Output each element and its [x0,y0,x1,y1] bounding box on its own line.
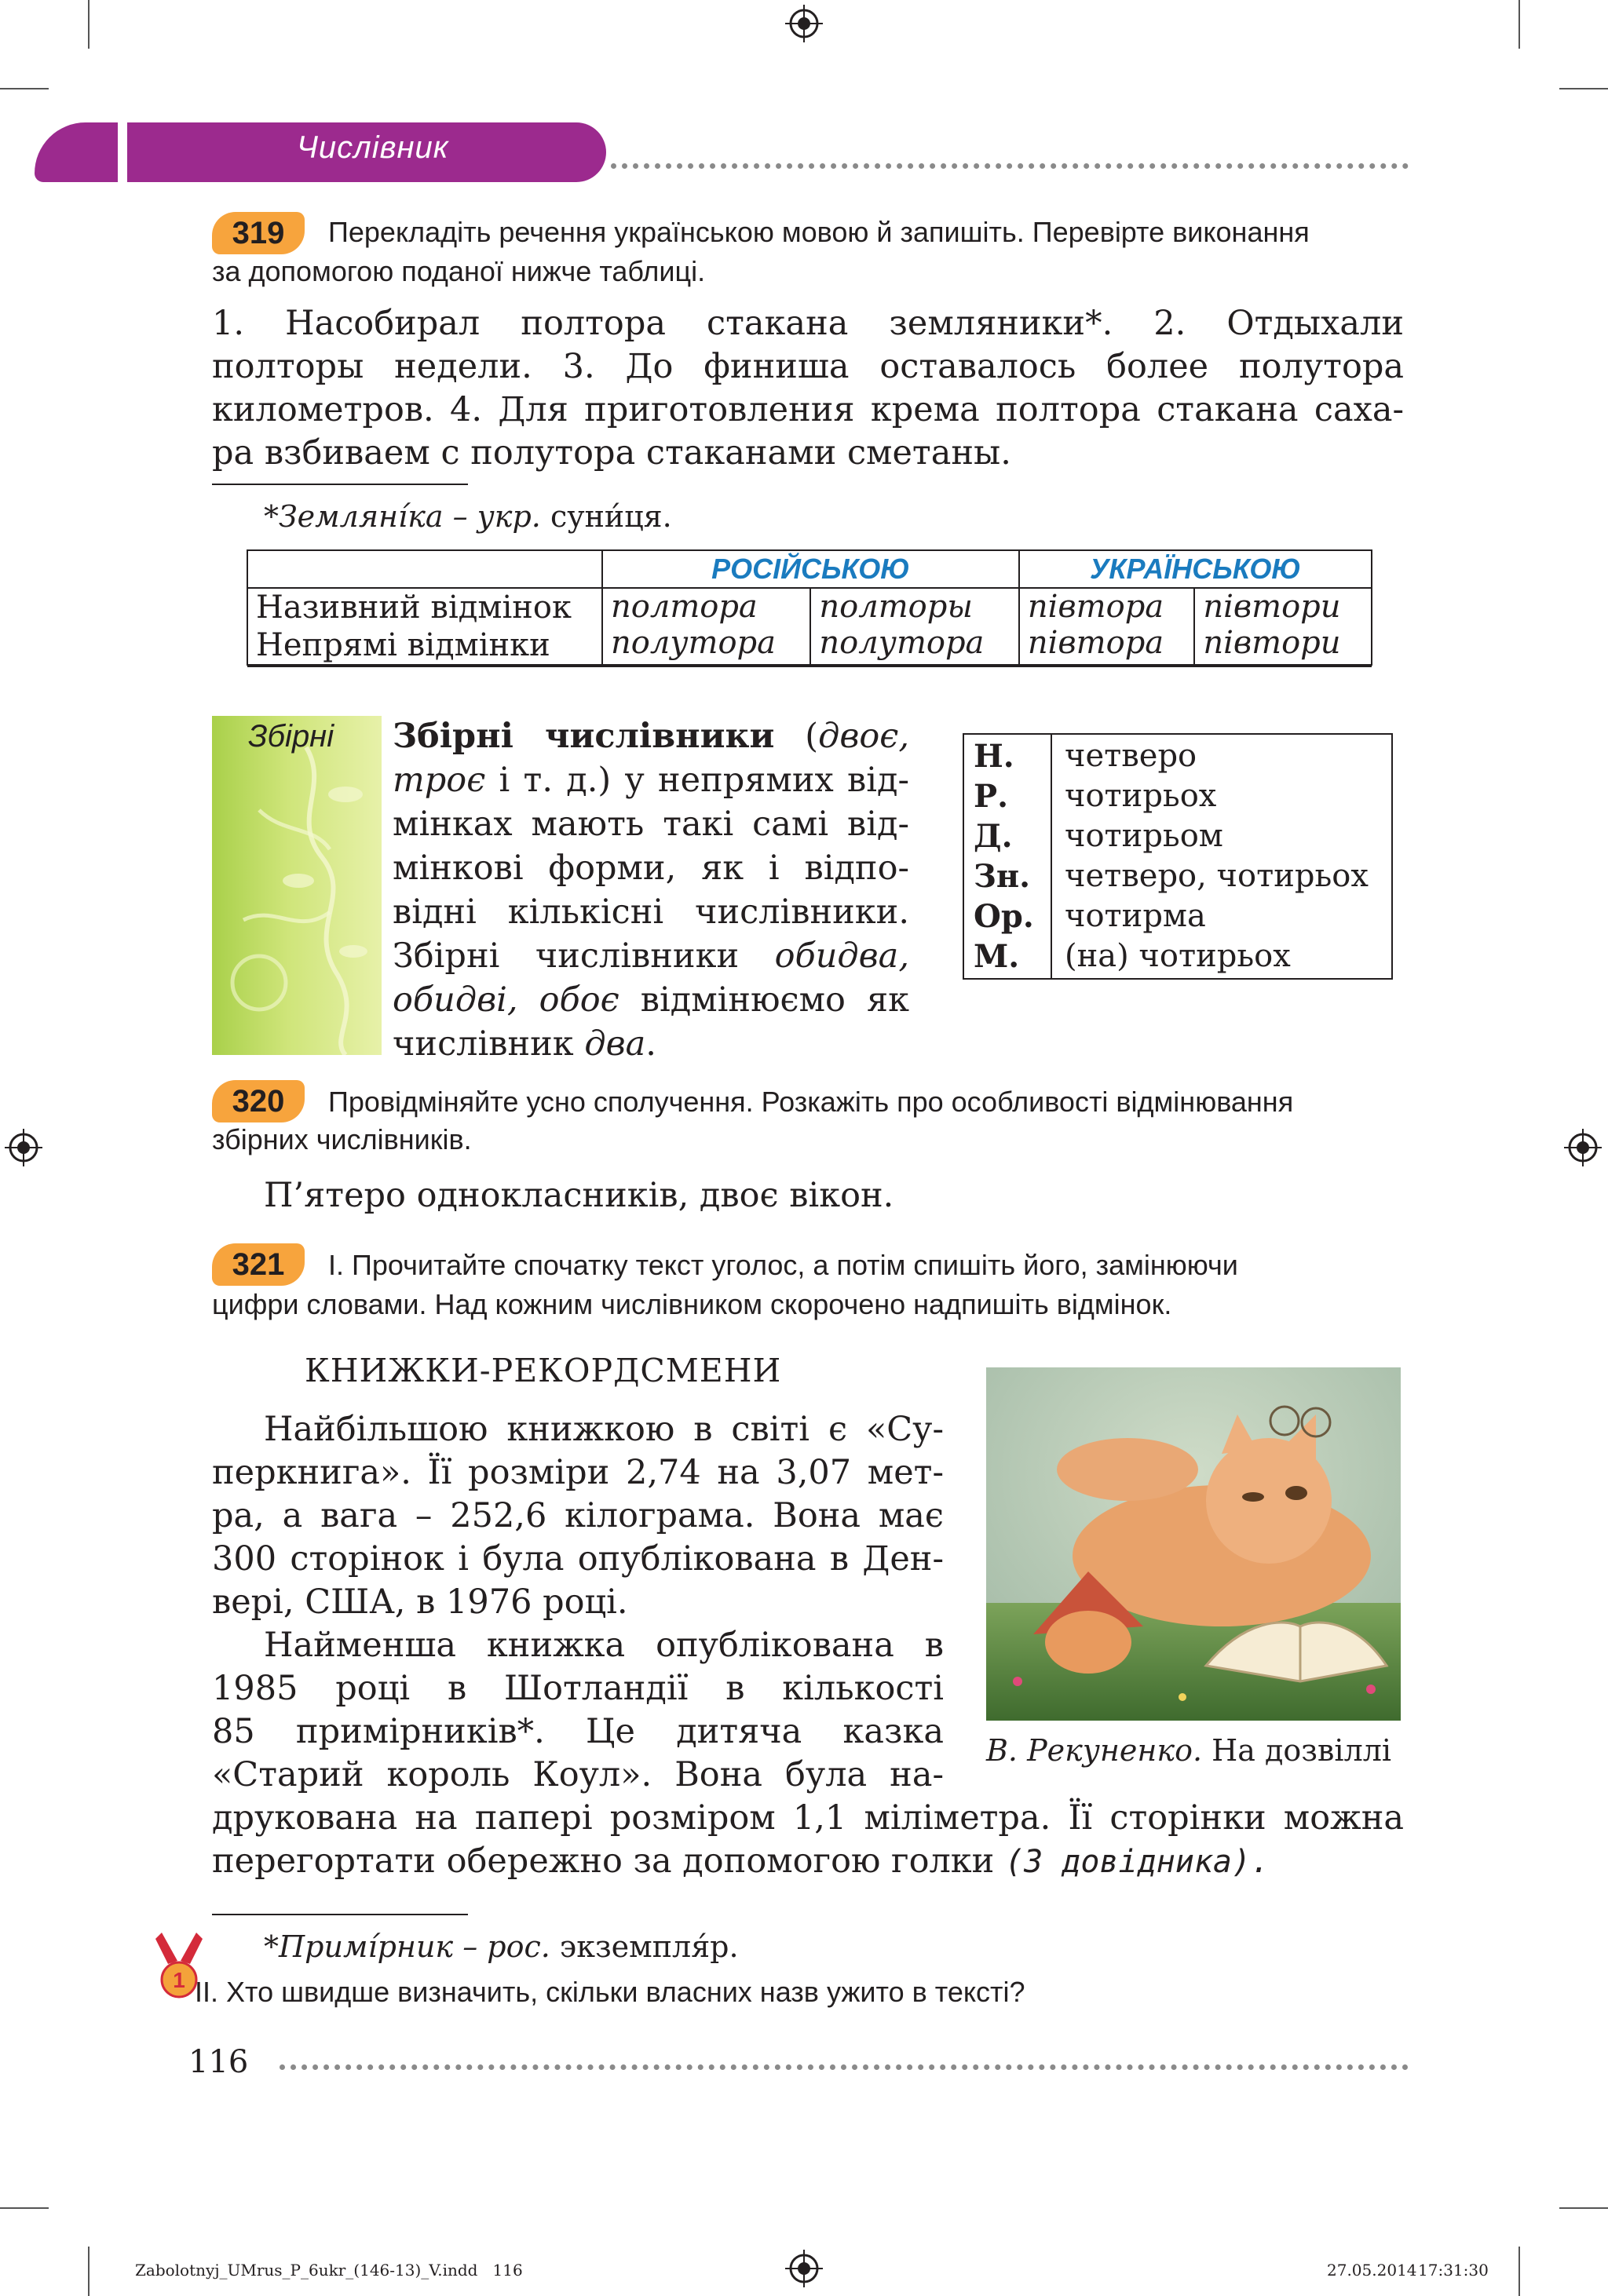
rule-line: обидві, обоє відмінюємо як [393,980,909,1020]
exercise-number-badge: 319 [212,212,305,254]
text-line: 1985 році в Шотландії в кількості [212,1669,944,1708]
question-text: ІІ. Хто швидше визначить, скільки власних назв ужито в тексті? [195,1976,1025,2008]
text-line: перкнига». Її розміри 2,74 на 3,07 мет- [212,1453,944,1492]
form-column: четверо чотирьох чотирьом четверо, чотирьох чотирма (на) чотирьох [1051,734,1392,979]
rule-line: відні кількісні числівники. [393,892,909,932]
numeral-translation-table [247,549,1372,667]
footnote-rule [212,1914,468,1915]
table-cell: півтора півтора [1019,588,1194,665]
text-line: ра, а вага – 252,6 кілограма. Вона має [212,1496,944,1535]
exercise-text [212,302,1404,475]
table-head-ru: РОСІЙСЬКОЮ [602,550,1019,588]
ornament-icon [212,716,382,1055]
print-slug-time: 17:31:30 [1418,2261,1489,2280]
exercise-number-badge: 320 [212,1080,305,1122]
text-line: вері, США, в 1976 році. [212,1582,628,1622]
svg-text:1: 1 [173,1968,185,1992]
text-line: 85 примірників*. Це дитяча казка [212,1712,944,1751]
cat-painting-icon [986,1367,1401,1721]
reading-text [212,1408,944,1797]
page-number: 116 [188,2044,249,2080]
rule-sidebar [212,716,382,1055]
task-instruction: збірних числівників. [212,1123,472,1155]
rule-label: Збірні [248,719,334,754]
header-tab [35,122,118,182]
registration-mark-icon [785,2250,823,2287]
text-line: друкована на папері розміром 1,1 міліметра. Її сторінки можна [212,1798,1404,1838]
painting-image [986,1367,1401,1721]
rule-line: мінках мають такі самі від- [393,805,909,844]
case-column: Н. Р. Д. Зн. Ор. М. [963,734,1051,979]
text-line: ра взбиваем с полутора стаканами сметаны. [212,433,1011,473]
painting-caption: В. Рекуненко. На дозвіллі [986,1733,1392,1768]
table-row-label: Називний відмінок Непрямі відмінки [247,588,602,665]
rule-line: Збірні числівники (двоє, [393,717,909,756]
text-line: Найменша книжка опублікована в [264,1626,944,1665]
footnote-rule [212,484,468,485]
reading-text [212,1797,1404,1884]
footnote: *Примíрник – рос. экземпля́р. [264,1929,739,1964]
text-line: перегортати обережно за допомогою голки (З довідника). [212,1842,1270,1881]
task-instruction: Перекладіть речення українською мовою й запишіть. Перевірте виконання [328,216,1310,248]
task-instruction: І. Прочитайте спочатку текст уголос, а потім спишіть його, замінюючи [328,1249,1238,1281]
header-dotted-rule [611,163,1409,169]
text-title: КНИЖКИ-РЕКОРДСМЕНИ [305,1352,782,1389]
rule-line: троє і т. д.) у непрямих від- [393,761,909,800]
rule-text [393,714,909,1066]
task-instruction: цифри словами. Над кожним числівником скорочено надпишіть відмінок. [212,1288,1172,1320]
registration-mark-icon [1564,1129,1602,1166]
text-line: 1. Насобирал полтора стакана земляники*. 2. Отдыхали [212,304,1404,343]
section-title: Числівник [297,130,449,165]
table-cell: полтора полутора [602,588,810,665]
crop-mark [1518,0,1520,49]
text-line: полторы недели. 3. До финиша оставалось более полутора [212,347,1404,386]
footer-dotted-rule [280,2064,1409,2070]
text-line: Найбільшою книжкою в світі є «Су- [264,1410,944,1449]
crop-mark [0,88,49,89]
crop-mark [1559,88,1608,89]
footnote: *Землянíка – укр. суни́ця. [264,499,672,534]
text-line: 300 сторінок і була опублікована в Ден- [212,1539,944,1579]
rule-line: Збірні числівники обидва, [393,936,909,976]
print-slug-file: Zabolotnyj_UMrus_P_6ukr_(146-13)_V.indd 116 [135,2261,523,2280]
crop-mark [1518,2247,1520,2296]
exercise-number-badge: 321 [212,1243,305,1286]
exercise-text: П’ятеро однокласників, двоє вікон. [264,1176,894,1215]
table-cell: півтори півтори [1194,588,1372,665]
declension-table [963,733,1393,980]
rule-line: мінкові форми, як і відпо- [393,849,909,888]
registration-mark-icon [785,5,823,42]
crop-mark [0,2207,49,2209]
text-line: километров. 4. Для приготовления крема полтора стакана саха- [212,390,1404,429]
table-head-uk: УКРАЇНСЬКОЮ [1019,550,1372,588]
task-instruction: за допомогою поданої нижче таблиці. [212,255,706,287]
crop-mark [88,2247,90,2296]
table-cell: полторы полутора [810,588,1018,665]
table-corner-cell [247,550,602,588]
print-slug-date: 27.05.2014 [1327,2261,1417,2280]
task-instruction: Провідміняйте усно сполучення. Розкажіть про особливості відмінювання [328,1086,1294,1118]
crop-mark [1559,2207,1608,2209]
registration-mark-icon [5,1129,42,1166]
text-line: «Старий король Коул». Вона була на- [212,1755,944,1794]
crop-mark [88,0,90,49]
rule-line: числівник два. [393,1024,656,1064]
